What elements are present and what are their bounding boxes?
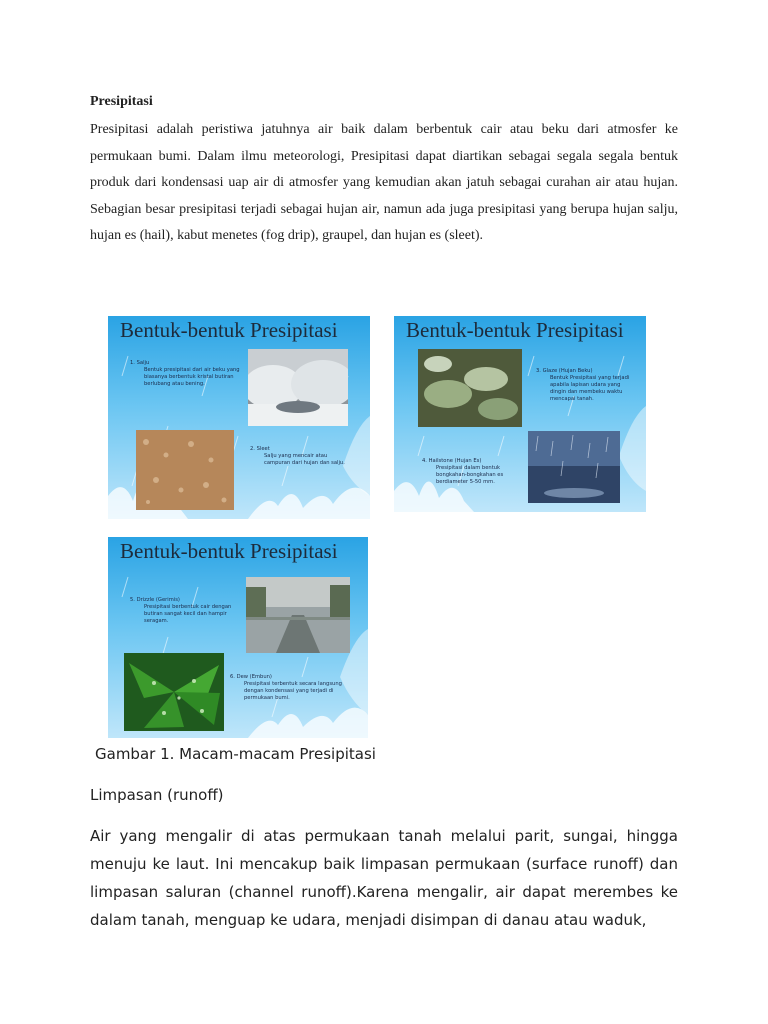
- slide-title: Bentuk-bentuk Presipitasi: [120, 539, 338, 563]
- hailstone-photo: [528, 431, 620, 503]
- slide-item-desc: Bentuk presipitasi dari air beku yang biasanya berbentuk kristal butiran berlubang atau bening.: [144, 367, 240, 387]
- slide-item-desc: Bentuk Presipitasi yang terjadi apabila lapisan udara yang dingin dan membeku waktu mencapai tanah.: [550, 375, 630, 402]
- slide-item-label: 3. Glaze (Hujan Beku): [536, 368, 593, 374]
- drizzle-photo: [246, 577, 350, 653]
- slide-item-sleet: [250, 446, 348, 467]
- slide-item-label: 2. Sleet: [250, 446, 270, 452]
- slide-item-glaze: [536, 368, 636, 403]
- slide-item-label: 6. Dew (Embun): [230, 674, 272, 680]
- slide-item-dew: [230, 674, 342, 702]
- slide-2: [394, 316, 646, 512]
- slide-item-label: 5. Drizzle (Gerimis): [130, 597, 180, 603]
- slide-item-desc: Presipitasi terbentuk secara langsung dengan kondensasi yang terjadi di permukaan bumi.: [244, 681, 342, 701]
- slide-item-label: 1. Salju: [130, 360, 150, 366]
- slide-1: [108, 316, 370, 519]
- slide-item-label: 4. Hailstone (Hujan Es): [422, 458, 482, 464]
- slide-item-desc: Presipitasi dalam bentuk bongkahan-bongkahan es berdiameter 5-50 mm.: [436, 465, 504, 485]
- section-heading-limpasan: Limpasan (runoff): [90, 786, 224, 804]
- slide-item-desc: Presipitasi berbentuk cair dengan butiran sangat kecil dan hampir seragam.: [144, 604, 232, 624]
- section-heading-presipitasi: Presipitasi: [90, 94, 153, 109]
- slide-title: Bentuk-bentuk Presipitasi: [406, 318, 624, 342]
- slide-title: Bentuk-bentuk Presipitasi: [120, 318, 338, 342]
- slide-item-hailstone: [422, 458, 526, 486]
- slide-item-desc: Salju yang mencair atau campuran dari hujan dan salju.: [264, 453, 345, 466]
- sleet-photo: [136, 430, 234, 510]
- figure-caption: Gambar 1. Macam-macam Presipitasi: [95, 745, 376, 763]
- glaze-photo: [418, 349, 522, 427]
- paragraph-limpasan: Air yang mengalir di atas permukaan tanah melalui parit, sungai, hingga menuju ke laut. Ini mencakup baik limpasan permukaan (surface runoff) dan limpasan saluran (channel runoff).Karena mengalir, air dapat merembes ke dalam tanah, menguap ke udara, menjadi disimpan di danau atau waduk,: [90, 827, 678, 929]
- dew-photo: [124, 653, 224, 731]
- slide-3: [108, 537, 368, 738]
- slide-item-drizzle: [130, 597, 242, 625]
- slide-item-salju: [130, 360, 242, 388]
- snow-photo: [248, 349, 348, 426]
- paragraph-presipitasi: Presipitasi adalah peristiwa jatuhnya air baik dalam berbentuk cair atau beku dari atmosfer ke permukaan bumi. Dalam ilmu meteorologi, Presipitasi dapat diartikan sebagai segala segala bentuk produk dari kondensasi uap air di atmosfer yang kemudian akan jatuh sebagai curahan air atau hujan. Sebagian besar presipitasi terjadi sebagai hujan air, namun ada juga presipitasi yang berupa hujan salju, hujan es (hail), kabut menetes (fog drip), graupel, dan hujan es (sleet).: [90, 122, 678, 243]
